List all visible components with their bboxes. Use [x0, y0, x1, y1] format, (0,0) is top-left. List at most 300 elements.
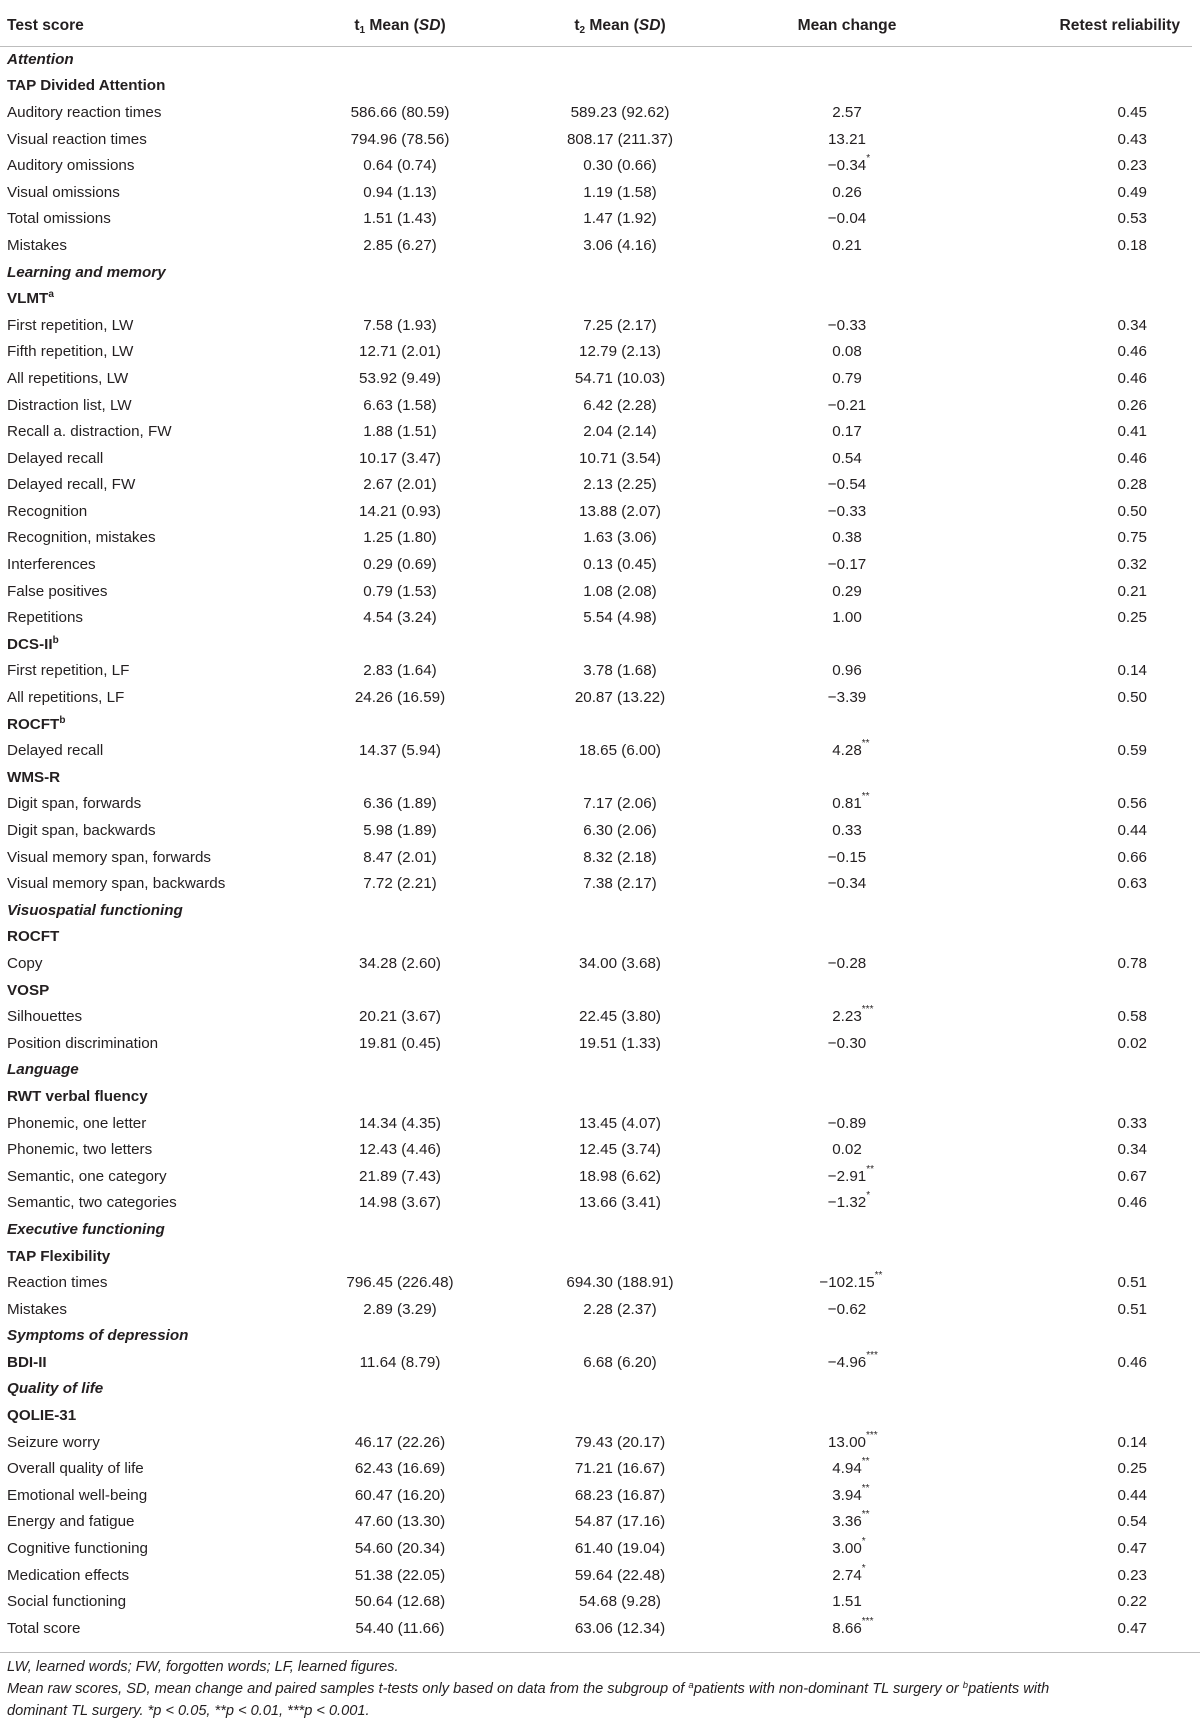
mean-change-cell: [740, 817, 954, 844]
header-t1-close: ): [440, 16, 446, 34]
footnote-method-c: patients with: [968, 1681, 1050, 1697]
mean-change-cell: [740, 658, 954, 685]
mean-change-wrapper: [828, 131, 866, 148]
row-label: Recognition: [7, 502, 88, 520]
test-heading: [0, 977, 300, 1004]
t1-mean-cell: 6.36 (1.89): [363, 795, 437, 813]
mean-change-wrapper: [832, 1141, 862, 1158]
t1-mean-cell: 51.38 (22.05): [354, 1566, 446, 1584]
test-heading: [0, 73, 300, 100]
mean-change-value: 0.26: [832, 183, 862, 201]
mean-change-value: 3.94: [832, 1486, 862, 1504]
empty-cell: [500, 977, 740, 1004]
empty-cell: [740, 1323, 954, 1350]
retest-reliability-cell: 0.14: [1117, 1433, 1147, 1451]
t2-mean-cell: 20.87 (13.22): [574, 689, 666, 707]
mean-change-value: −0.34: [827, 875, 867, 893]
heading-label: Learning and memory: [7, 263, 166, 281]
heading-label: DCS-II: [7, 635, 53, 653]
t2-mean-cell: 54.87 (17.16): [574, 1513, 666, 1531]
empty-cell: [954, 711, 1192, 738]
header-t2-mean: [500, 6, 740, 46]
empty-cell: [300, 1243, 500, 1270]
mean-change-value: 13.21: [827, 130, 866, 148]
empty-cell: [740, 1216, 954, 1243]
mean-change-wrapper: [828, 875, 866, 892]
mean-change-value: 3.00: [832, 1540, 862, 1558]
mean-change-cell: [740, 1110, 954, 1137]
table-row: [0, 1296, 1192, 1323]
row-label: Energy and fatigue: [7, 1513, 135, 1531]
row-label: Delayed recall: [7, 449, 104, 467]
mean-change-cell: [740, 498, 954, 525]
retest-reliability-cell: 0.47: [1117, 1540, 1147, 1558]
empty-cell: [954, 73, 1192, 100]
table-row: [0, 1509, 1192, 1536]
heading-label: VOSP: [7, 981, 50, 999]
empty-cell: [500, 764, 740, 791]
table-row: [0, 1163, 1192, 1190]
row-label: Auditory omissions: [7, 157, 135, 175]
row-label: Overall quality of life: [7, 1460, 144, 1478]
table-row: [0, 1190, 1192, 1217]
t1-mean-cell: 7.58 (1.93): [363, 316, 437, 334]
heading-label: TAP Divided Attention: [7, 77, 166, 95]
footnote-sup-b: b: [962, 1680, 969, 1691]
row-label: Mistakes: [7, 236, 67, 254]
row-label: BDI-II: [7, 1353, 47, 1371]
t1-mean-cell: 2.67 (2.01): [363, 476, 437, 494]
t1-mean-cell: 586.66 (80.59): [350, 103, 450, 121]
empty-cell: [954, 977, 1192, 1004]
header-t1-sd: SD: [418, 16, 441, 34]
t2-mean-cell: 1.47 (1.92): [583, 210, 657, 228]
test-row: [0, 977, 1192, 1004]
empty-cell: [300, 764, 500, 791]
table-row: [0, 312, 1192, 339]
table-row: [0, 472, 1192, 499]
footnote-method-a: Mean raw scores, SD, mean change and paired samples t-tests only based on data from the subgroup of: [7, 1681, 689, 1697]
empty-cell: [500, 1402, 740, 1429]
mean-change-cell: [740, 1429, 954, 1456]
empty-cell: [500, 46, 740, 73]
t2-mean-cell: 10.71 (3.54): [579, 449, 661, 467]
retest-reliability-cell: 0.50: [1117, 689, 1147, 707]
empty-cell: [954, 259, 1192, 286]
mean-change-cell: [740, 1349, 954, 1376]
t1-mean-cell: 0.64 (0.74): [363, 157, 437, 175]
significance-stars: ***: [861, 1004, 874, 1016]
section-heading: [0, 1216, 300, 1243]
empty-cell: [954, 1216, 1192, 1243]
table-row: [0, 498, 1192, 525]
mean-change-cell: [740, 232, 954, 259]
t1-mean-cell: 60.47 (16.20): [354, 1486, 446, 1504]
section-heading: [0, 1323, 300, 1350]
t1-mean-cell: 0.79 (1.53): [363, 582, 437, 600]
retest-reliability-cell: 0.18: [1117, 236, 1147, 254]
empty-cell: [300, 977, 500, 1004]
table-row: [0, 179, 1192, 206]
t2-mean-cell: 6.30 (2.06): [583, 822, 657, 840]
significance-stars: **: [861, 1482, 870, 1494]
retest-reliability-cell: 0.22: [1117, 1593, 1147, 1611]
table-row: [0, 578, 1192, 605]
mean-change-cell: [740, 870, 954, 897]
t1-mean-cell: 14.98 (3.67): [359, 1194, 441, 1212]
table-row: [0, 1482, 1192, 1509]
test-heading: [0, 1083, 300, 1110]
mean-change-wrapper: [827, 1190, 871, 1212]
mean-change-wrapper: [832, 1615, 874, 1637]
empty-cell: [500, 285, 740, 312]
table-row: [0, 232, 1192, 259]
retest-reliability-cell: 0.44: [1117, 1486, 1147, 1504]
empty-cell: [740, 1057, 954, 1084]
empty-cell: [954, 1057, 1192, 1084]
t2-mean-cell: 54.68 (9.28): [579, 1593, 661, 1611]
heading-label: ROCFT: [7, 715, 60, 733]
table-row: [0, 950, 1192, 977]
retest-reliability-cell: 0.33: [1117, 1114, 1147, 1132]
mean-change-wrapper: [827, 1163, 875, 1185]
mean-change-wrapper: [828, 955, 866, 972]
footnote-method: [7, 1678, 1193, 1700]
test-heading: [0, 1402, 300, 1429]
significance-stars: **: [874, 1270, 883, 1282]
mean-change-value: 0.02: [832, 1141, 862, 1159]
t2-mean-cell: 71.21 (16.67): [574, 1460, 666, 1478]
empty-cell: [740, 1243, 954, 1270]
header-test-score: Test score: [0, 6, 300, 46]
mean-change-cell: [740, 312, 954, 339]
retest-reliability-cell: 0.54: [1117, 1513, 1147, 1531]
test-row: [0, 285, 1192, 312]
table-row: [0, 525, 1192, 552]
retest-reliability-cell: 0.51: [1117, 1300, 1147, 1318]
t1-mean-cell: 24.26 (16.59): [354, 689, 446, 707]
t1-mean-cell: 10.17 (3.47): [359, 449, 441, 467]
mean-change-wrapper: [827, 153, 871, 175]
mean-change-wrapper: [828, 503, 866, 520]
mean-change-cell: [740, 1269, 954, 1296]
mean-change-cell: [740, 1535, 954, 1562]
row-label: All repetitions, LF: [7, 689, 125, 707]
table-row: [0, 1429, 1192, 1456]
mean-change-value: 8.66: [832, 1619, 862, 1637]
mean-change-wrapper: [828, 849, 866, 866]
t2-mean-cell: 6.68 (6.20): [583, 1353, 657, 1371]
empty-cell: [500, 1323, 740, 1350]
section-row: [0, 1057, 1192, 1084]
test-heading: [0, 764, 300, 791]
t1-mean-cell: 14.21 (0.93): [359, 502, 441, 520]
t1-mean-cell: 12.71 (2.01): [359, 343, 441, 361]
row-label: Seizure worry: [7, 1433, 100, 1451]
retest-reliability-cell: 0.46: [1117, 343, 1147, 361]
retest-reliability-cell: 0.32: [1117, 556, 1147, 574]
t2-mean-cell: 13.45 (4.07): [579, 1114, 661, 1132]
t2-mean-cell: 13.88 (2.07): [579, 502, 661, 520]
mean-change-wrapper: [832, 1593, 862, 1610]
empty-cell: [300, 73, 500, 100]
table-row: [0, 1030, 1192, 1057]
mean-change-cell: [740, 418, 954, 445]
retest-reliability-cell: 0.46: [1117, 1194, 1147, 1212]
mean-change-wrapper: [832, 662, 862, 679]
table-row: [0, 1110, 1192, 1137]
empty-cell: [500, 73, 740, 100]
row-label: Phonemic, one letter: [7, 1114, 147, 1132]
mean-change-cell: [740, 604, 954, 631]
retest-reliability-cell: 0.26: [1117, 396, 1147, 414]
row-label: Phonemic, two letters: [7, 1141, 153, 1159]
mean-change-wrapper: [832, 1482, 870, 1504]
t2-mean-cell: 3.78 (1.68): [583, 662, 657, 680]
t1-mean-cell: 1.51 (1.43): [363, 210, 437, 228]
t1-mean-cell: 794.96 (78.56): [350, 130, 450, 148]
header-t1-main: Mean (: [365, 16, 419, 34]
t1-mean-cell: 2.83 (1.64): [363, 662, 437, 680]
mean-change-value: −102.15: [819, 1274, 875, 1292]
heading-label: WMS-R: [7, 768, 61, 786]
section-heading: [0, 897, 300, 924]
empty-cell: [300, 1057, 500, 1084]
section-heading: [0, 46, 300, 73]
mean-change-cell: [740, 472, 954, 499]
retest-reliability-cell: 0.56: [1117, 795, 1147, 813]
t2-mean-cell: 589.23 (92.62): [570, 103, 670, 121]
t2-mean-cell: 3.06 (4.16): [583, 236, 657, 254]
t1-mean-cell: 0.29 (0.69): [363, 556, 437, 574]
t2-mean-cell: 2.28 (2.37): [583, 1300, 657, 1318]
mean-change-wrapper: [828, 317, 866, 334]
heading-label: ROCFT: [7, 928, 60, 946]
mean-change-value: 0.79: [832, 369, 862, 387]
empty-cell: [500, 1057, 740, 1084]
table-row: [0, 392, 1192, 419]
mean-change-wrapper: [832, 343, 862, 360]
t1-mean-cell: 19.81 (0.45): [359, 1034, 441, 1052]
table-row: [0, 551, 1192, 578]
t1-mean-cell: 796.45 (226.48): [346, 1274, 454, 1292]
table-header: [0, 6, 1192, 46]
mean-change-value: −0.30: [827, 1034, 867, 1052]
empty-cell: [300, 924, 500, 951]
empty-cell: [954, 1323, 1192, 1350]
significance-stars: ***: [866, 1429, 878, 1441]
mean-change-value: 0.21: [832, 236, 862, 254]
heading-label: TAP Flexibility: [7, 1247, 111, 1265]
mean-change-wrapper: [828, 1035, 866, 1052]
row-label: Total omissions: [7, 210, 111, 228]
t2-mean-cell: 694.30 (188.91): [566, 1274, 674, 1292]
mean-change-cell: [740, 1136, 954, 1163]
t2-mean-cell: 0.13 (0.45): [583, 556, 657, 574]
mean-change-value: −0.62: [827, 1300, 867, 1318]
t2-mean-cell: 5.54 (4.98): [583, 609, 657, 627]
empty-cell: [740, 1083, 954, 1110]
table-row: [0, 206, 1192, 233]
test-row: [0, 1243, 1192, 1270]
footnote-sup-a: a: [688, 1680, 694, 1691]
row-label: Repetitions: [7, 609, 83, 627]
t1-mean-cell: 6.63 (1.58): [363, 396, 437, 414]
row-label: Auditory reaction times: [7, 103, 162, 121]
empty-cell: [500, 1376, 740, 1403]
t1-mean-cell: 2.89 (3.29): [363, 1300, 437, 1318]
t2-mean-cell: 63.06 (12.34): [574, 1619, 666, 1637]
mean-change-wrapper: [832, 423, 862, 440]
mean-change-cell: [740, 1030, 954, 1057]
significance-stars: *: [866, 1190, 871, 1202]
empty-cell: [954, 1402, 1192, 1429]
mean-change-cell: [740, 392, 954, 419]
row-label: Interferences: [7, 556, 96, 574]
test-row: [0, 711, 1192, 738]
mean-change-cell: [740, 152, 954, 179]
table-row: [0, 126, 1192, 153]
mean-change-cell: [740, 206, 954, 233]
significance-stars: ***: [861, 1615, 874, 1627]
mean-change-cell: [740, 1615, 954, 1642]
heading-superscript: a: [48, 289, 54, 301]
row-label: Recall a. distraction, FW: [7, 423, 172, 441]
empty-cell: [740, 631, 954, 658]
heading-superscript: b: [52, 634, 59, 646]
section-heading: [0, 259, 300, 286]
heading-label: Symptoms of depression: [7, 1327, 189, 1345]
empty-cell: [740, 73, 954, 100]
retest-reliability-cell: 0.59: [1117, 742, 1147, 760]
mean-change-wrapper: [828, 1115, 866, 1132]
t1-mean-cell: 20.21 (3.67): [359, 1008, 441, 1026]
mean-change-wrapper: [827, 1429, 878, 1451]
table-row: [0, 684, 1192, 711]
empty-cell: [500, 711, 740, 738]
table-footnote: [0, 1652, 1200, 1722]
mean-change-cell: [740, 1588, 954, 1615]
mean-change-wrapper: [832, 370, 862, 387]
t1-mean-cell: 2.85 (6.27): [363, 236, 437, 254]
mean-change-wrapper: [828, 210, 866, 227]
empty-cell: [954, 924, 1192, 951]
mean-change-wrapper: [832, 609, 862, 626]
empty-cell: [740, 711, 954, 738]
empty-cell: [300, 1376, 500, 1403]
header-mean-change: Mean change: [740, 6, 954, 46]
heading-label: VLMT: [7, 290, 49, 308]
empty-cell: [500, 897, 740, 924]
mean-change-value: 0.08: [832, 343, 862, 361]
mean-change-wrapper: [832, 1536, 866, 1558]
empty-cell: [954, 1083, 1192, 1110]
t1-mean-cell: 8.47 (2.01): [363, 848, 437, 866]
empty-cell: [300, 631, 500, 658]
mean-change-value: 2.74: [832, 1566, 862, 1584]
t2-mean-cell: 61.40 (19.04): [574, 1540, 666, 1558]
header-t1-sub: 1: [359, 24, 366, 36]
test-heading: [0, 711, 300, 738]
t2-mean-cell: 19.51 (1.33): [579, 1034, 661, 1052]
t2-mean-cell: 6.42 (2.28): [583, 396, 657, 414]
test-row: [0, 1083, 1192, 1110]
row-label: Semantic, one category: [7, 1167, 167, 1185]
row-label: Visual omissions: [7, 183, 120, 201]
mean-change-cell: [740, 1562, 954, 1589]
table-row: [0, 1003, 1192, 1030]
t2-mean-cell: 34.00 (3.68): [579, 954, 661, 972]
mean-change-value: −0.33: [827, 316, 867, 334]
row-label: Distraction list, LW: [7, 396, 132, 414]
test-row: [0, 764, 1192, 791]
row-label: Silhouettes: [7, 1008, 83, 1026]
header-t2-sub: 2: [579, 24, 586, 36]
empty-cell: [954, 46, 1192, 73]
t1-mean-cell: 54.40 (11.66): [355, 1619, 445, 1637]
empty-cell: [740, 764, 954, 791]
row-label: Digit span, backwards: [7, 822, 156, 840]
retest-reliability-cell: 0.46: [1117, 369, 1147, 387]
retest-reliability-cell: 0.78: [1117, 954, 1147, 972]
table-row: [0, 1535, 1192, 1562]
t1-mean-cell: 34.28 (2.60): [359, 954, 441, 972]
retest-reliability-cell: 0.75: [1117, 529, 1147, 547]
mean-change-value: −2.91: [827, 1167, 867, 1185]
significance-stars: *: [861, 1562, 866, 1574]
table-row: [0, 99, 1192, 126]
test-heading: [0, 1243, 300, 1270]
mean-change-cell: [740, 1455, 954, 1482]
table-row: [0, 791, 1192, 818]
row-label: Medication effects: [7, 1566, 130, 1584]
t1-mean-cell: 14.37 (5.94): [359, 742, 441, 760]
empty-cell: [954, 285, 1192, 312]
mean-change-value: −0.54: [827, 476, 867, 494]
mean-change-wrapper: [832, 450, 862, 467]
header-t1-mean: [300, 6, 500, 46]
row-label: Visual reaction times: [7, 130, 147, 148]
mean-change-value: −1.32: [827, 1194, 867, 1212]
row-label: Total score: [7, 1619, 81, 1637]
empty-cell: [500, 631, 740, 658]
empty-cell: [740, 1376, 954, 1403]
significance-stars: *: [861, 1536, 866, 1548]
mean-change-wrapper: [832, 1456, 870, 1478]
mean-change-value: −0.28: [827, 954, 867, 972]
test-row: [0, 73, 1192, 100]
table-row: [0, 1136, 1192, 1163]
mean-change-value: −0.33: [827, 502, 867, 520]
mean-change-cell: [740, 1190, 954, 1217]
heading-label: QOLIE-31: [7, 1407, 77, 1425]
retest-reliability-cell: 0.45: [1117, 103, 1147, 121]
mean-change-wrapper: [832, 822, 862, 839]
row-label: Delayed recall: [7, 742, 104, 760]
empty-cell: [500, 1216, 740, 1243]
empty-cell: [500, 924, 740, 951]
t2-mean-cell: 7.25 (2.17): [583, 316, 657, 334]
mean-change-cell: [740, 179, 954, 206]
t1-mean-cell: 12.43 (4.46): [359, 1141, 441, 1159]
row-label: False positives: [7, 582, 108, 600]
heading-label: Executive functioning: [7, 1220, 165, 1238]
mean-change-value: −0.17: [827, 556, 867, 574]
retest-reliability-cell: 0.02: [1117, 1034, 1147, 1052]
mean-change-cell: [740, 1163, 954, 1190]
mean-change-value: −0.34: [827, 157, 867, 175]
t2-mean-cell: 12.45 (3.74): [579, 1141, 661, 1159]
